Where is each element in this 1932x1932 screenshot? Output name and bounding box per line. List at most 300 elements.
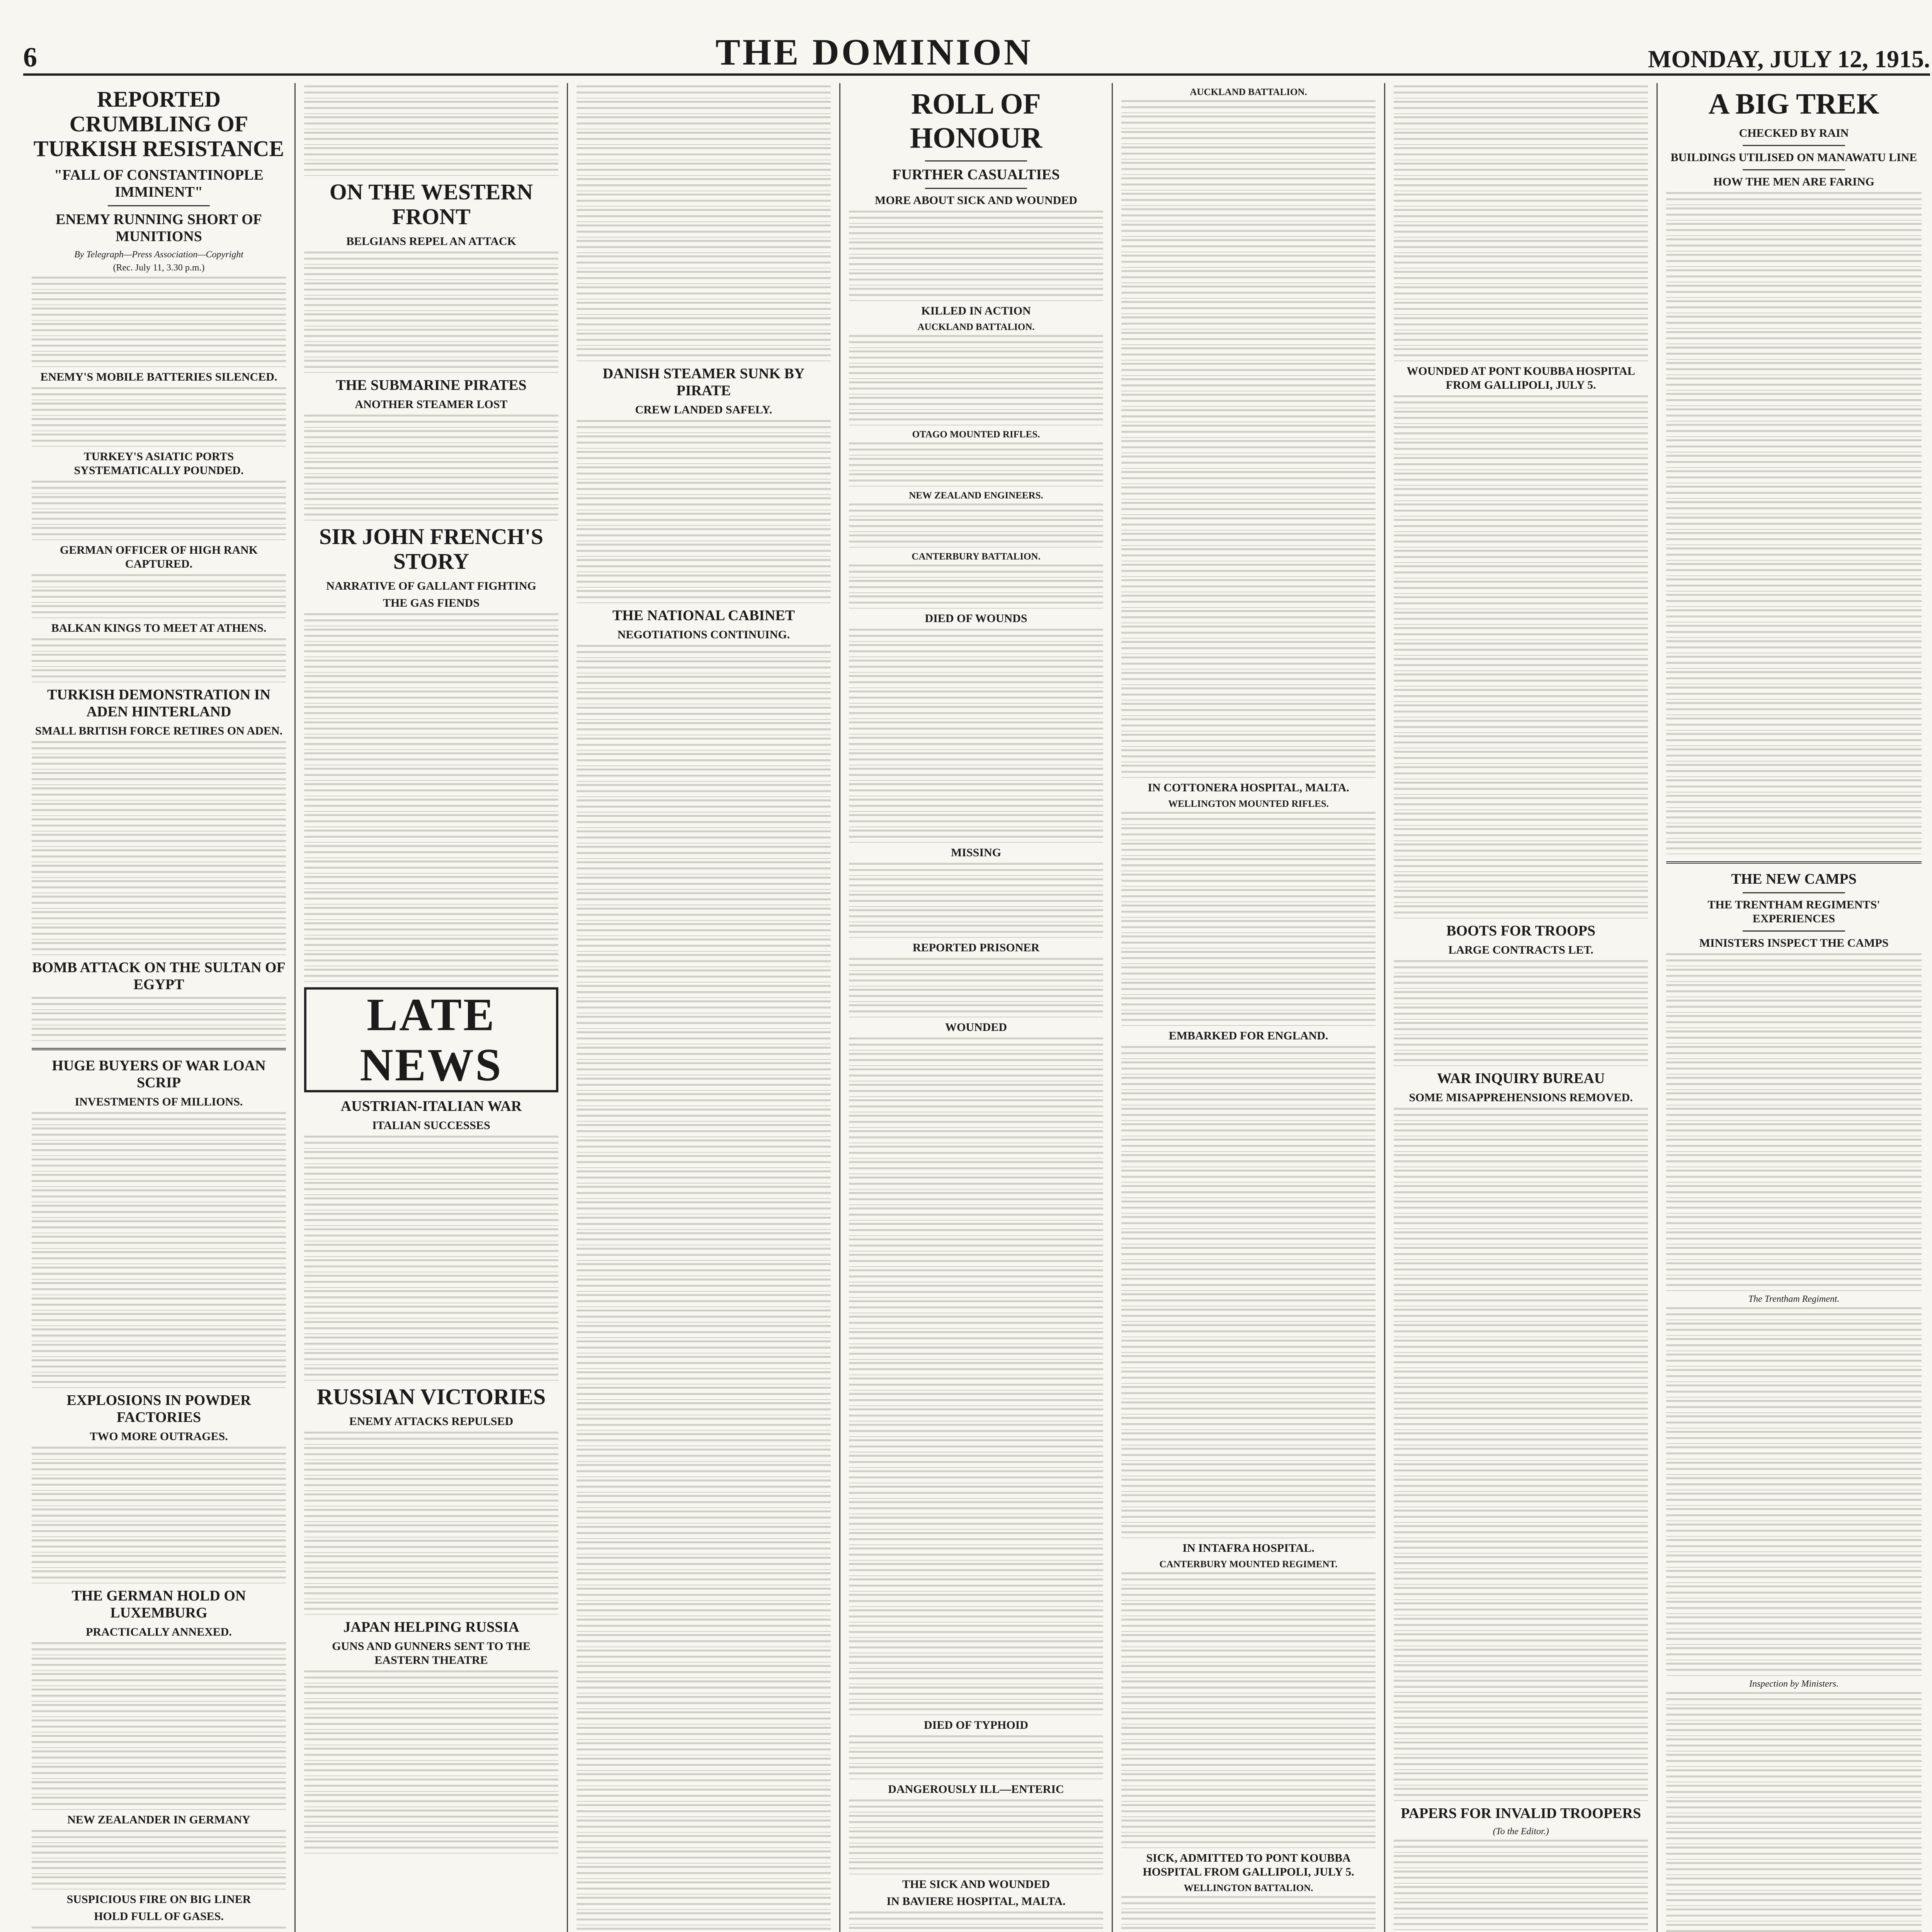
body-text-lines [577, 1804, 831, 1817]
body-text-lines [32, 1267, 286, 1280]
body-text-lines [1121, 1588, 1376, 1601]
body-text-lines [849, 595, 1103, 609]
body-text-lines [1121, 1432, 1376, 1446]
body-text-lines [304, 446, 558, 459]
body-text-lines [32, 787, 286, 801]
body-text-lines [577, 1820, 831, 1833]
body-text-lines [849, 226, 1103, 239]
body-text-lines [577, 1881, 831, 1895]
body-text-lines [577, 1310, 831, 1323]
body-text-lines [1121, 146, 1376, 160]
body-text-lines [577, 1789, 831, 1802]
body-text-lines [304, 1493, 558, 1507]
body-text-lines [1394, 1022, 1648, 1035]
body-text-lines [1394, 704, 1648, 718]
body-text-lines [1121, 440, 1376, 453]
body-text-lines [577, 769, 831, 782]
body-text-lines [1394, 844, 1648, 857]
body-text-lines [1666, 1338, 1922, 1351]
body-text-lines [32, 590, 286, 603]
body-text-lines [1666, 1077, 1922, 1090]
section-wounded: WOUNDED [945, 1021, 1007, 1034]
body-text-lines [849, 1702, 1103, 1715]
body-text-lines [1394, 1108, 1648, 1121]
body-text-lines [577, 1650, 831, 1663]
body-text-lines [1394, 813, 1648, 826]
body-text-lines [1666, 486, 1922, 499]
body-text-lines [577, 348, 831, 361]
body-text-lines [1394, 1463, 1648, 1476]
body-text-lines [1666, 548, 1922, 561]
body-text-lines [1666, 609, 1922, 622]
body-text-lines [1394, 1840, 1648, 1853]
body-text-lines [32, 1735, 286, 1748]
body-text-lines [1666, 1862, 1922, 1875]
body-text-lines [32, 1830, 286, 1843]
body-text-lines [1121, 1401, 1376, 1415]
body-text-lines [1666, 1000, 1922, 1013]
body-text-lines [1666, 718, 1922, 731]
body-text-lines [1394, 1154, 1648, 1167]
body-text-lines [1666, 362, 1922, 375]
headline-turkish-resistance: REPORTED CRUMBLING OF TURKISH RESISTANCE [33, 87, 284, 161]
unit-otago-mounted-rifles: OTAGO MOUNTED RIFLES. [912, 429, 1040, 440]
body-text-lines [1666, 1431, 1922, 1444]
body-text-lines [1666, 1738, 1922, 1752]
body-text-lines [849, 1146, 1103, 1159]
section-pont-koubba-wounded: WOUNDED AT PONT KOUBBA HOSPITAL FROM GALLIPOLI, JULY 5. [1406, 365, 1635, 391]
body-text-lines [1394, 1386, 1648, 1399]
body-text-lines [577, 908, 831, 921]
body-text-lines [1121, 255, 1376, 268]
body-text-lines [577, 1480, 831, 1493]
body-text-lines [304, 1197, 558, 1211]
body-text-lines [1121, 749, 1376, 762]
body-text-lines [1394, 991, 1648, 1004]
section-sick-and-wounded: THE SICK AND WOUNDED [902, 1878, 1050, 1891]
body-text-lines [1121, 224, 1376, 237]
section-embarked-england: EMBARKED FOR ENGLAND. [1168, 1029, 1328, 1042]
body-text-lines [32, 1927, 286, 1932]
body-text-lines [1121, 1650, 1376, 1663]
body-text-lines [577, 892, 831, 905]
body-text-lines [1121, 239, 1376, 252]
body-text-lines [32, 1845, 286, 1859]
body-text-lines [1666, 1924, 1922, 1932]
body-text-lines [1121, 1680, 1376, 1694]
body-text-lines [1121, 1154, 1376, 1167]
body-text-lines [849, 580, 1103, 593]
body-text-lines [1394, 1788, 1648, 1801]
body-text-lines [1394, 1618, 1648, 1631]
body-text-lines [1121, 1417, 1376, 1430]
body-text-lines [1394, 209, 1648, 222]
body-text-lines [1121, 920, 1376, 933]
body-text-lines [1666, 1092, 1922, 1105]
body-text-lines [32, 1189, 286, 1202]
body-text-lines [1394, 565, 1648, 578]
body-text-lines [1394, 116, 1648, 129]
body-text-lines [1121, 486, 1376, 500]
body-text-lines [577, 1634, 831, 1647]
section-dangerously-ill: DANGEROUSLY ILL—ENTERIC [888, 1783, 1064, 1796]
body-text-lines [1394, 673, 1648, 687]
subhead-large-contracts: LARGE CONTRACTS LET. [1448, 944, 1594, 956]
body-text-lines [1666, 1123, 1922, 1136]
unit-nz-engineers: NEW ZEALAND ENGINEERS. [909, 490, 1043, 501]
body-text-lines [1121, 1804, 1376, 1817]
body-text-lines [304, 1151, 558, 1164]
body-text-lines [849, 1656, 1103, 1669]
body-text-lines [1394, 1278, 1648, 1291]
body-text-lines [304, 737, 558, 750]
body-text-lines [32, 418, 286, 431]
body-text-lines [577, 1835, 831, 1848]
subhead-crew-landed: CREW LANDED SAFELY. [635, 403, 772, 416]
body-text-lines [849, 675, 1103, 688]
body-text-lines [577, 302, 831, 315]
body-text-lines [1394, 720, 1648, 733]
body-text-lines [1121, 456, 1376, 469]
body-text-lines [1121, 177, 1376, 190]
body-text-lines [1666, 702, 1922, 715]
body-text-lines [1666, 1278, 1922, 1291]
body-text-lines [1666, 1307, 1922, 1320]
body-text-lines [577, 1850, 831, 1864]
body-text-lines [849, 1316, 1103, 1329]
body-text-lines [1394, 960, 1648, 973]
column-4 [840, 83, 1113, 1932]
body-text-lines [1121, 409, 1376, 422]
body-text-lines [1121, 1355, 1376, 1368]
subhead-negotiations: NEGOTIATIONS CONTINUING. [617, 628, 790, 641]
body-text-lines [577, 147, 831, 160]
body-text-lines [1666, 408, 1922, 422]
body-text-lines [32, 1359, 286, 1372]
subhead-baviere-hospital: IN BAVIERE HOSPITAL, MALTA. [886, 1895, 1066, 1908]
body-text-lines [849, 690, 1103, 704]
body-text-lines [577, 1727, 831, 1740]
body-text-lines [577, 799, 831, 813]
body-text-lines [849, 1285, 1103, 1298]
body-text-lines [304, 613, 558, 626]
body-text-lines [577, 1124, 831, 1137]
body-text-lines [577, 466, 831, 480]
body-text-lines [1666, 1139, 1922, 1152]
body-text-lines [577, 1541, 831, 1554]
body-text-lines [849, 783, 1103, 796]
body-text-lines [577, 1263, 831, 1276]
body-text-lines [577, 544, 831, 557]
body-text-lines [1394, 1324, 1648, 1337]
body-text-lines [577, 846, 831, 859]
body-text-lines [1121, 734, 1376, 747]
headline-aden: TURKISH DEMONSTRATION IN ADEN HINTERLAND [47, 687, 270, 720]
body-text-lines [1394, 1037, 1648, 1051]
body-text-lines [1666, 656, 1922, 669]
body-text-lines [1394, 1649, 1648, 1662]
body-text-lines [1394, 1479, 1648, 1492]
section-missing: MISSING [951, 846, 1002, 859]
section-inspection-ministers: Inspection by Ministers. [1749, 1679, 1839, 1689]
body-text-lines [577, 1356, 831, 1369]
body-text-lines [1666, 1554, 1922, 1568]
body-text-lines [577, 497, 831, 510]
body-text-lines [577, 645, 831, 658]
body-text-lines [1666, 1663, 1922, 1676]
body-text-lines [849, 737, 1103, 750]
body-text-lines [1121, 1603, 1376, 1616]
body-text-lines [849, 644, 1103, 657]
unit-wellington-battalion: WELLINGTON BATTALION. [1184, 1883, 1313, 1893]
body-text-lines [32, 942, 286, 955]
body-text-lines [849, 1439, 1103, 1452]
body-text-lines [304, 1524, 558, 1537]
body-text-lines [32, 757, 286, 770]
body-text-lines [1666, 347, 1922, 360]
body-text-lines [1394, 581, 1648, 594]
body-text-lines [1394, 255, 1648, 269]
body-text-lines [1666, 378, 1922, 391]
body-text-lines [1394, 1053, 1648, 1066]
body-text-lines [1394, 1726, 1648, 1739]
body-text-lines [304, 752, 558, 765]
body-text-lines [1121, 316, 1376, 330]
body-text-lines [1666, 470, 1922, 483]
body-text-lines [1121, 1061, 1376, 1075]
body-text-lines [304, 101, 558, 114]
body-text-lines [1394, 519, 1648, 532]
body-text-lines [1394, 85, 1648, 99]
body-text-lines [849, 1486, 1103, 1499]
body-text-lines [304, 1670, 558, 1684]
body-text-lines [32, 741, 286, 754]
body-text-lines [849, 519, 1103, 532]
divider [32, 1048, 286, 1050]
body-text-lines [577, 1402, 831, 1415]
headline-national-cabinet: THE NATIONAL CABINET [612, 607, 795, 624]
body-text-lines [1394, 976, 1648, 989]
body-text-lines [1121, 1092, 1376, 1105]
body-text-lines [1121, 966, 1376, 980]
body-text-lines [304, 492, 558, 505]
body-text-lines [1394, 1917, 1648, 1930]
body-text-lines [1394, 1711, 1648, 1724]
subhead-steamer-lost: ANOTHER STEAMER LOST [355, 398, 508, 411]
body-text-lines [1666, 1692, 1922, 1705]
body-text-lines [577, 1000, 831, 1014]
subhead-german-officer: GERMAN OFFICER OF HIGH RANK CAPTURED. [60, 544, 258, 570]
body-text-lines [1121, 1758, 1376, 1771]
body-text-lines [1666, 207, 1922, 221]
body-text-lines [1121, 1525, 1376, 1538]
body-text-lines [1121, 301, 1376, 314]
issue-date: MONDAY, JULY 12, 1915. [1648, 45, 1930, 73]
body-text-lines [1666, 1508, 1922, 1521]
body-text-lines [1394, 1772, 1648, 1786]
article-columns [23, 83, 1930, 1932]
body-text-lines [1666, 455, 1922, 468]
body-text-lines [1394, 1587, 1648, 1600]
body-text-lines [1121, 982, 1376, 995]
body-text-lines [304, 507, 558, 520]
body-text-lines [32, 997, 286, 1010]
body-text-lines [1394, 828, 1648, 841]
body-text-lines [1666, 1354, 1922, 1367]
body-text-lines [577, 1603, 831, 1616]
body-text-lines [577, 722, 831, 735]
subhead-asiatic-ports: TURKEY'S ASIATIC PORTS SYSTEMATICALLY POUNDED. [74, 450, 244, 477]
headline-big-trek: A BIG TREK [1708, 88, 1879, 120]
body-text-lines [577, 1325, 831, 1338]
body-text-lines [1666, 254, 1922, 267]
body-text-lines [577, 317, 831, 330]
body-text-lines [1666, 748, 1922, 762]
body-text-lines [32, 1220, 286, 1233]
body-text-lines [32, 1313, 286, 1326]
divider [1666, 861, 1922, 864]
body-text-lines [1394, 1680, 1648, 1693]
body-text-lines [1394, 132, 1648, 145]
body-text-lines [577, 1449, 831, 1462]
body-text-lines [1666, 269, 1922, 282]
body-text-lines [1121, 270, 1376, 283]
body-text-lines [32, 1719, 286, 1733]
body-text-lines [577, 1093, 831, 1106]
body-text-lines [577, 969, 831, 983]
body-text-lines [1121, 905, 1376, 918]
body-text-lines [1394, 1448, 1648, 1461]
body-text-lines [1394, 473, 1648, 486]
body-text-lines [1121, 332, 1376, 345]
body-text-lines [1121, 100, 1376, 113]
body-text-lines [577, 939, 831, 952]
body-text-lines [32, 1658, 286, 1671]
body-text-lines [304, 830, 558, 843]
subhead-gases: HOLD FULL OF GASES. [94, 1910, 224, 1923]
body-text-lines [304, 1367, 558, 1381]
body-text-lines [577, 1078, 831, 1091]
body-text-lines [1121, 935, 1376, 949]
body-text-lines [304, 1763, 558, 1776]
body-text-lines [304, 1447, 558, 1460]
body-text-lines [577, 1186, 831, 1199]
body-text-lines [1666, 969, 1922, 982]
body-text-lines [849, 1130, 1103, 1143]
body-text-lines [849, 1115, 1103, 1128]
column-5 [1113, 83, 1385, 1932]
body-text-lines [577, 1665, 831, 1678]
body-text-lines [1121, 889, 1376, 902]
body-text-lines [32, 1704, 286, 1717]
body-text-lines [849, 1068, 1103, 1082]
body-text-lines [577, 513, 831, 526]
body-text-lines [1666, 1754, 1922, 1767]
body-text-lines [1394, 1201, 1648, 1214]
body-text-lines [32, 1251, 286, 1264]
subhead-fall-of-constantinople: "FALL OF CONSTANTINOPLE IMMINENT" [54, 167, 264, 200]
body-text-lines [849, 1161, 1103, 1174]
body-text-lines [577, 1495, 831, 1508]
body-text-lines [1666, 331, 1922, 344]
body-text-lines [1121, 1231, 1376, 1245]
body-text-lines [577, 1897, 831, 1910]
body-text-lines [304, 476, 558, 490]
column-7 [1658, 83, 1930, 1932]
body-text-lines [1121, 1789, 1376, 1802]
body-text-lines [304, 1602, 558, 1615]
body-text-lines [304, 1244, 558, 1257]
body-text-lines [1121, 812, 1376, 825]
body-text-lines [1394, 163, 1648, 176]
body-text-lines [32, 527, 286, 540]
body-text-lines [1121, 1634, 1376, 1647]
body-text-lines [32, 354, 286, 367]
body-text-lines [1121, 1201, 1376, 1214]
body-text-lines [577, 1464, 831, 1477]
body-text-lines [849, 1269, 1103, 1282]
body-text-lines [1394, 488, 1648, 501]
divider [925, 160, 1027, 162]
body-text-lines [304, 1779, 558, 1792]
body-text-lines [1394, 333, 1648, 346]
body-text-lines [1394, 348, 1648, 361]
headline-austrian-italian: AUSTRIAN-ITALIAN WAR [340, 1098, 522, 1114]
body-text-lines [1394, 1525, 1648, 1538]
body-text-lines [1394, 1139, 1648, 1152]
body-text-lines [1394, 643, 1648, 656]
body-text-lines [32, 481, 286, 494]
body-text-lines [1666, 1369, 1922, 1382]
body-text-lines [577, 1680, 831, 1694]
body-text-lines [1121, 1742, 1376, 1755]
body-text-lines [577, 1217, 831, 1230]
body-text-lines [1394, 534, 1648, 548]
body-text-lines [849, 878, 1103, 891]
body-text-lines [32, 1478, 286, 1491]
body-text-lines [1666, 1015, 1922, 1028]
body-text-lines [849, 1640, 1103, 1653]
body-text-lines [1666, 1878, 1922, 1891]
body-text-lines [304, 282, 558, 296]
body-text-lines [32, 654, 286, 667]
subhead-checked-by-rain: CHECKED BY RAIN [1739, 127, 1849, 139]
body-text-lines [1666, 578, 1922, 592]
masthead [23, 15, 1930, 76]
body-text-lines [1121, 641, 1376, 654]
body-text-lines [1121, 533, 1376, 546]
body-text-lines [577, 985, 831, 998]
body-text-lines [577, 575, 831, 588]
body-text-lines [304, 1290, 558, 1303]
body-text-lines [1121, 1619, 1376, 1632]
divider [1743, 930, 1845, 932]
section-trentham-regiment: The Trentham Regiment. [1748, 1294, 1840, 1304]
body-text-lines [1121, 672, 1376, 685]
body-text-lines [1666, 826, 1922, 839]
body-text-lines [1666, 1046, 1922, 1059]
body-text-lines [577, 923, 831, 936]
headline-western-front: ON THE WESTERN FRONT [329, 179, 533, 229]
body-text-lines [1121, 1123, 1376, 1136]
divider [1743, 169, 1845, 170]
body-text-lines [577, 815, 831, 828]
body-text-lines [32, 638, 286, 651]
body-text-lines [577, 528, 831, 541]
body-text-lines [849, 1223, 1103, 1236]
body-text-lines [32, 1766, 286, 1779]
section-killed-in-action: KILLED IN ACTION [921, 304, 1031, 317]
